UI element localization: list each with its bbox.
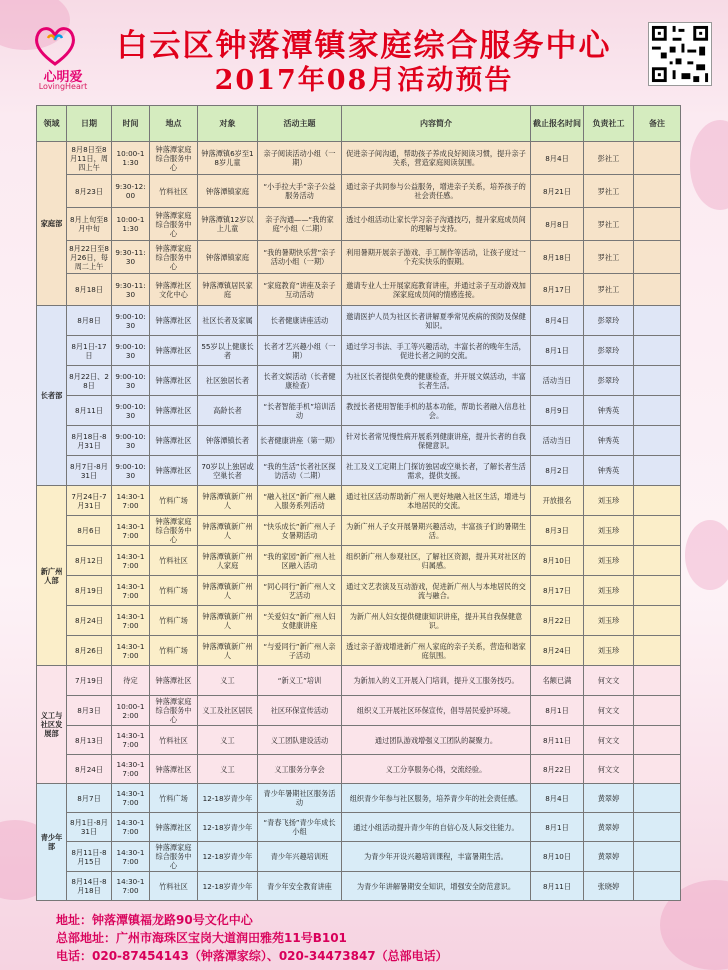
target-cell: 钟落潭镇居民家庭 (198, 274, 258, 306)
topic-cell: 长者文娱活动（长者健康检查） (258, 366, 342, 396)
note-cell (634, 726, 681, 755)
table-row (37, 306, 681, 336)
date-cell: 8月24日 (67, 755, 112, 784)
deadline-cell: 8月9日 (531, 396, 584, 426)
date-cell: 8月8日 (67, 306, 112, 336)
date-cell: 8月14日-8月18日 (67, 872, 112, 901)
page-title: 白云区钟落潭镇家庭综合服务中心 (116, 28, 612, 64)
place-cell: 竹料广场 (150, 784, 198, 813)
social-worker-cell: 张晓婷 (584, 872, 634, 901)
department-cell: 义工与社区发展部 (37, 666, 67, 784)
topic-cell: “新义工”培训 (258, 666, 342, 696)
target-cell: 钟落潭镇新广州人 (198, 576, 258, 606)
place-cell: 竹料社区 (150, 726, 198, 755)
target-cell: 钟落潭镇12岁以上儿童 (198, 208, 258, 241)
table-row (37, 366, 681, 396)
topic-cell: 义工团队建设活动 (258, 726, 342, 755)
time-cell: 9:00-10:30 (112, 456, 150, 486)
social-worker-cell: 罗社工 (584, 241, 634, 274)
time-cell: 9:30-12:00 (112, 175, 150, 208)
date-cell: 8月19日 (67, 576, 112, 606)
hq-address-text: 总部地址：广州市海珠区宝岗大道润田雅苑11号B101 (56, 931, 347, 945)
date-cell: 8月24日 (67, 606, 112, 636)
place-cell: 钟落潭社区 (150, 366, 198, 396)
target-cell: 钟落潭镇新广州人 (198, 516, 258, 546)
target-cell: 钟落潭镇家庭 (198, 175, 258, 208)
social-worker-cell: 黄翠婷 (584, 784, 634, 813)
table-row (37, 726, 681, 755)
topic-cell: 青少年暑期社区服务活动 (258, 784, 342, 813)
note-cell (634, 872, 681, 901)
place-cell: 钟落潭家庭综合服务中心 (150, 142, 198, 175)
date-cell: 8月22日至8月26日，每周二上午 (67, 241, 112, 274)
target-cell: 钟落潭镇新广州人 (198, 636, 258, 666)
deadline-cell: 8月2日 (531, 456, 584, 486)
note-cell (634, 576, 681, 606)
target-cell: 社区长者及家属 (198, 306, 258, 336)
department-cell: 家庭部 (37, 142, 67, 306)
note-cell (634, 426, 681, 456)
target-cell: 钟落潭镇家庭 (198, 241, 258, 274)
description-cell: 为新广州人妇女提供健康知识讲座，提升其自我保健意识。 (342, 606, 531, 636)
column-header: 对象 (198, 106, 258, 142)
social-worker-cell: 彭翠玲 (584, 366, 634, 396)
note-cell (634, 755, 681, 784)
description-cell: 通过社区活动帮助新广州人更好地融入社区生活，增进与本地居民的交流。 (342, 486, 531, 516)
target-cell: 12-18岁青少年 (198, 842, 258, 872)
department-cell: 青少年部 (37, 784, 67, 901)
social-worker-cell: 钟秀英 (584, 396, 634, 426)
social-worker-cell: 钟秀英 (584, 426, 634, 456)
description-cell: 邀请医护人员为社区长者讲解夏季常见疾病的预防及保健知识。 (342, 306, 531, 336)
target-cell: 高龄长者 (198, 396, 258, 426)
table-row (37, 636, 681, 666)
deadline-cell: 活动当日 (531, 366, 584, 396)
date-cell: 8月23日 (67, 175, 112, 208)
note-cell (634, 366, 681, 396)
time-cell: 10:00-11:30 (112, 142, 150, 175)
table-row (37, 546, 681, 576)
deadline-cell: 8月1日 (531, 696, 584, 726)
date-cell: 8月6日 (67, 516, 112, 546)
target-cell: 55岁以上健康长者 (198, 336, 258, 366)
place-cell: 钟落潭社区 (150, 396, 198, 426)
deadline-cell: 8月3日 (531, 516, 584, 546)
column-header: 截止报名时间 (531, 106, 584, 142)
time-cell: 14:30-17:00 (112, 755, 150, 784)
address-text: 地址：钟落潭镇福龙路90号文化中心 (56, 913, 253, 927)
note-cell (634, 486, 681, 516)
deadline-cell: 8月22日 (531, 755, 584, 784)
topic-cell: “小手拉大手”亲子公益服务活动 (258, 175, 342, 208)
date-cell: 7月19日 (67, 666, 112, 696)
time-cell: 10:00-11:30 (112, 208, 150, 241)
note-cell (634, 813, 681, 842)
place-cell: 竹料社区 (150, 175, 198, 208)
topic-cell: “我的暑期快乐营”亲子活动小组（一期） (258, 241, 342, 274)
description-cell: 通过学习书法、手工等兴趣活动，丰富长者的晚年生活，促进长者之间的交流。 (342, 336, 531, 366)
social-worker-cell: 彭社工 (584, 142, 634, 175)
table-row (37, 426, 681, 456)
target-cell: 12-18岁青少年 (198, 784, 258, 813)
table-row (37, 872, 681, 901)
target-cell: 钟落潭镇新广州人家庭 (198, 546, 258, 576)
deadline-cell: 8月1日 (531, 336, 584, 366)
date-cell: 8月7日-8月31日 (67, 456, 112, 486)
date-cell: 8月上旬至8月中旬 (67, 208, 112, 241)
place-cell: 钟落潭家庭综合服务中心 (150, 696, 198, 726)
topic-cell: 亲子沟通——“我的家庭”小组（二期） (258, 208, 342, 241)
social-worker-cell: 黄翠婷 (584, 813, 634, 842)
social-worker-cell: 刘玉珍 (584, 486, 634, 516)
note-cell (634, 306, 681, 336)
table-row (37, 696, 681, 726)
time-cell: 14:30-17:00 (112, 784, 150, 813)
topic-cell: “我的生活”长者社区探访活动（二期） (258, 456, 342, 486)
target-cell: 义工 (198, 755, 258, 784)
social-worker-cell: 彭翠玲 (584, 336, 634, 366)
social-worker-cell: 罗社工 (584, 175, 634, 208)
topic-cell: “快乐成长”新广州人子女暑期活动 (258, 516, 342, 546)
deadline-cell: 8月24日 (531, 636, 584, 666)
description-cell: 组织新广州人参观社区，了解社区资源，提升其对社区的归属感。 (342, 546, 531, 576)
time-cell: 待定 (112, 666, 150, 696)
date-cell: 7月24日-7月31日 (67, 486, 112, 516)
place-cell: 钟落潭社区 (150, 666, 198, 696)
description-cell: 针对长者常见慢性病开展系列健康讲座，提升长者的自我保健意识。 (342, 426, 531, 456)
social-worker-cell: 刘玉珍 (584, 636, 634, 666)
table-row (37, 842, 681, 872)
place-cell: 钟落潭社区 (150, 755, 198, 784)
qr-code-icon (648, 22, 712, 86)
description-cell: 利用暑期开展亲子游戏、手工制作等活动，让孩子度过一个充实快乐的假期。 (342, 241, 531, 274)
date-cell: 8月11日 (67, 396, 112, 426)
deadline-cell: 8月17日 (531, 576, 584, 606)
note-cell (634, 396, 681, 426)
note-cell (634, 696, 681, 726)
social-worker-cell: 何文文 (584, 755, 634, 784)
description-cell: 通过文艺表演及互动游戏，促进新广州人与本地居民的交流与融合。 (342, 576, 531, 606)
note-cell (634, 336, 681, 366)
topic-cell: “青春飞扬”青少年成长小组 (258, 813, 342, 842)
column-header: 内容简介 (342, 106, 531, 142)
deadline-cell: 8月4日 (531, 142, 584, 175)
description-cell: 促进亲子间沟通，帮助孩子养成良好阅读习惯，提升亲子关系，营造家庭阅读氛围。 (342, 142, 531, 175)
place-cell: 钟落潭家庭综合服务中心 (150, 208, 198, 241)
social-worker-cell: 何文文 (584, 666, 634, 696)
time-cell: 10:00-12:00 (112, 696, 150, 726)
time-cell: 14:30-17:00 (112, 726, 150, 755)
deadline-cell: 8月4日 (531, 306, 584, 336)
table-row (37, 208, 681, 241)
column-header: 地点 (150, 106, 198, 142)
description-cell: 通过小组活动提升青少年的自信心及人际交往能力。 (342, 813, 531, 842)
table-row (37, 336, 681, 366)
place-cell: 竹料广场 (150, 636, 198, 666)
column-header: 日期 (67, 106, 112, 142)
place-cell: 钟落潭社区 (150, 813, 198, 842)
table-row (37, 274, 681, 306)
deadline-cell: 8月10日 (531, 842, 584, 872)
time-cell: 9:00-10:30 (112, 336, 150, 366)
topic-cell: 青少年兴趣培训班 (258, 842, 342, 872)
department-cell: 新广州人部 (37, 486, 67, 666)
target-cell: 12-18岁青少年 (198, 813, 258, 842)
place-cell: 钟落潭家庭综合服务中心 (150, 842, 198, 872)
time-cell: 14:30-17:00 (112, 516, 150, 546)
date-cell: 8月13日 (67, 726, 112, 755)
date-cell: 8月26日 (67, 636, 112, 666)
topic-cell: 长者健康讲座（第一期） (258, 426, 342, 456)
date-cell: 8月22日、28日 (67, 366, 112, 396)
deadline-cell: 开放报名 (531, 486, 584, 516)
column-header: 活动主题 (258, 106, 342, 142)
petal-decoration (690, 120, 728, 210)
time-cell: 14:30-17:00 (112, 636, 150, 666)
time-cell: 14:30-17:00 (112, 872, 150, 901)
logo-english-text: LovingHeart (38, 82, 88, 91)
deadline-cell: 名额已满 (531, 666, 584, 696)
time-cell: 14:30-17:00 (112, 842, 150, 872)
social-worker-cell: 黄翠婷 (584, 842, 634, 872)
column-header: 负责社工 (584, 106, 634, 142)
social-worker-cell: 罗社工 (584, 208, 634, 241)
topic-cell: “与爱同行”新广州人亲子活动 (258, 636, 342, 666)
note-cell (634, 241, 681, 274)
social-worker-cell: 罗社工 (584, 274, 634, 306)
activity-schedule-table (36, 105, 681, 901)
time-cell: 14:30-17:00 (112, 486, 150, 516)
deadline-cell: 8月21日 (531, 175, 584, 208)
target-cell: 钟落潭镇新广州人 (198, 486, 258, 516)
table-row (37, 813, 681, 842)
time-cell: 14:30-17:00 (112, 546, 150, 576)
topic-cell: “关爱妇女”新广州人妇女健康讲座 (258, 606, 342, 636)
column-header: 备注 (634, 106, 681, 142)
place-cell: 钟落潭社区 (150, 306, 198, 336)
date-cell: 8月1日-8月31日 (67, 813, 112, 842)
target-cell: 社区独居长者 (198, 366, 258, 396)
topic-cell: “家庭教育”讲座及亲子互动活动 (258, 274, 342, 306)
deadline-cell: 8月18日 (531, 241, 584, 274)
target-cell: 义工及社区居民 (198, 696, 258, 726)
place-cell: 竹料社区 (150, 546, 198, 576)
place-cell: 钟落潭社区 (150, 426, 198, 456)
time-cell: 9:00-10:30 (112, 366, 150, 396)
deadline-cell: 8月11日 (531, 726, 584, 755)
description-cell: 为青少年开设兴趣培训课程，丰富暑期生活。 (342, 842, 531, 872)
time-cell: 9:30-11:30 (112, 241, 150, 274)
place-cell: 钟落潭家庭综合服务中心 (150, 516, 198, 546)
table-row (37, 396, 681, 426)
time-cell: 14:30-17:00 (112, 813, 150, 842)
social-worker-cell: 何文文 (584, 726, 634, 755)
column-header: 领域 (37, 106, 67, 142)
description-cell: 邀请专业人士开展家庭教育讲座，并通过亲子互动游戏加深家庭成员间的情感连接。 (342, 274, 531, 306)
place-cell: 钟落潭家庭综合服务中心 (150, 241, 198, 274)
place-cell: 竹料广场 (150, 576, 198, 606)
note-cell (634, 208, 681, 241)
note-cell (634, 516, 681, 546)
description-cell: 为新广州人子女开展暑期兴趣活动，丰富孩子们的暑期生活。 (342, 516, 531, 546)
description-cell: 通过亲子共同参与公益服务，增进亲子关系，培养孩子的社会责任感。 (342, 175, 531, 208)
description-cell: 为社区长者提供免费的健康检查，并开展文娱活动，丰富长者生活。 (342, 366, 531, 396)
deadline-cell: 活动当日 (531, 426, 584, 456)
time-cell: 9:00-10:30 (112, 426, 150, 456)
table-row (37, 142, 681, 175)
target-cell: 钟落潭镇新广州人 (198, 606, 258, 636)
note-cell (634, 456, 681, 486)
target-cell: 钟落潭镇长者 (198, 426, 258, 456)
table-row (37, 784, 681, 813)
topic-cell: “同心同行”新广州人文艺活动 (258, 576, 342, 606)
social-worker-cell: 刘玉珍 (584, 576, 634, 606)
deadline-cell: 8月11日 (531, 872, 584, 901)
table-row (37, 241, 681, 274)
note-cell (634, 636, 681, 666)
deadline-cell: 8月8日 (531, 208, 584, 241)
topic-cell: “我的家园”新广州人社区融入活动 (258, 546, 342, 576)
logo-text: 心明爱 (43, 70, 83, 85)
topic-cell: “融入社区”新广州人融入服务系列活动 (258, 486, 342, 516)
topic-cell: 长者健康讲座活动 (258, 306, 342, 336)
time-cell: 9:00-10:30 (112, 306, 150, 336)
social-worker-cell: 何文文 (584, 696, 634, 726)
topic-cell: 社区环保宣传活动 (258, 696, 342, 726)
table-row (37, 755, 681, 784)
date-cell: 8月18日 (67, 274, 112, 306)
deadline-cell: 8月4日 (531, 784, 584, 813)
deadline-cell: 8月1日 (531, 813, 584, 842)
description-cell: 透过亲子游戏增进新广州人家庭的亲子关系，营造和谐家庭氛围。 (342, 636, 531, 666)
table-header-row (37, 106, 681, 142)
note-cell (634, 274, 681, 306)
time-cell: 9:00-10:30 (112, 396, 150, 426)
topic-cell: 长者才艺兴趣小组（一期） (258, 336, 342, 366)
date-cell: 8月3日 (67, 696, 112, 726)
description-cell: 组织义工开展社区环保宣传，倡导居民爱护环境。 (342, 696, 531, 726)
table-row (37, 576, 681, 606)
phone-text: 电话：020-87454143（钟落潭家综）、020-34473847（总部电话） (56, 949, 448, 963)
topic-cell: 亲子阅读活动小组（一期） (258, 142, 342, 175)
table-row (37, 175, 681, 208)
time-cell: 14:30-17:00 (112, 606, 150, 636)
description-cell: 教授长者使用智能手机的基本功能，帮助长者融入信息社会。 (342, 396, 531, 426)
target-cell: 义工 (198, 666, 258, 696)
note-cell (634, 842, 681, 872)
contact-footer (56, 911, 696, 965)
date-cell: 8月7日 (67, 784, 112, 813)
page-subtitle: 2017年08月活动预告 (214, 65, 514, 96)
description-cell: 组织青少年参与社区服务，培养青少年的社会责任感。 (342, 784, 531, 813)
table-row (37, 606, 681, 636)
description-cell: 社工及义工定期上门探访独居或空巢长者，了解长者生活需求，提供支援。 (342, 456, 531, 486)
description-cell: 为新加入的义工开展入门培训，提升义工服务技巧。 (342, 666, 531, 696)
note-cell (634, 784, 681, 813)
description-cell: 透过小组活动让家长学习亲子沟通技巧，提升家庭成员间的理解与支持。 (342, 208, 531, 241)
topic-cell: 义工服务分享会 (258, 755, 342, 784)
note-cell (634, 142, 681, 175)
department-cell: 长者部 (37, 306, 67, 486)
description-cell: 为青少年讲解暑期安全知识，增强安全防范意识。 (342, 872, 531, 901)
table-row (37, 516, 681, 546)
target-cell: 70岁以上独居或空巢长者 (198, 456, 258, 486)
note-cell (634, 606, 681, 636)
date-cell: 8月11日-8月15日 (67, 842, 112, 872)
place-cell: 竹料社区 (150, 872, 198, 901)
social-worker-cell: 彭翠玲 (584, 306, 634, 336)
table-row (37, 666, 681, 696)
note-cell (634, 666, 681, 696)
table-row (37, 486, 681, 516)
social-worker-cell: 刘玉珍 (584, 606, 634, 636)
time-cell: 9:30-11:30 (112, 274, 150, 306)
note-cell (634, 175, 681, 208)
deadline-cell: 8月10日 (531, 546, 584, 576)
place-cell: 钟落潭社区 (150, 456, 198, 486)
date-cell: 8月12日 (67, 546, 112, 576)
petal-decoration (685, 520, 728, 590)
column-header: 时间 (112, 106, 150, 142)
target-cell: 12-18岁青少年 (198, 872, 258, 901)
place-cell: 竹料广场 (150, 486, 198, 516)
date-cell: 8月1日-17日 (67, 336, 112, 366)
note-cell (634, 546, 681, 576)
target-cell: 钟落潭镇6岁至18岁儿童 (198, 142, 258, 175)
description-cell: 义工分享服务心得，交流经验。 (342, 755, 531, 784)
topic-cell: “长者智能手机”培训活动 (258, 396, 342, 426)
target-cell: 义工 (198, 726, 258, 755)
table-row (37, 456, 681, 486)
topic-cell: 青少年安全教育讲座 (258, 872, 342, 901)
date-cell: 8月18日-8月31日 (67, 426, 112, 456)
social-worker-cell: 钟秀英 (584, 456, 634, 486)
time-cell: 14:30-17:00 (112, 576, 150, 606)
place-cell: 钟落潭社区文化中心 (150, 274, 198, 306)
place-cell: 竹料广场 (150, 606, 198, 636)
poster-header (0, 0, 728, 104)
date-cell: 8月8日至8月11日，周四上午 (67, 142, 112, 175)
description-cell: 通过团队游戏增强义工团队的凝聚力。 (342, 726, 531, 755)
social-worker-cell: 刘玉珍 (584, 546, 634, 576)
deadline-cell: 8月17日 (531, 274, 584, 306)
social-worker-cell: 刘玉珍 (584, 516, 634, 546)
place-cell: 钟落潭社区 (150, 336, 198, 366)
deadline-cell: 8月22日 (531, 606, 584, 636)
